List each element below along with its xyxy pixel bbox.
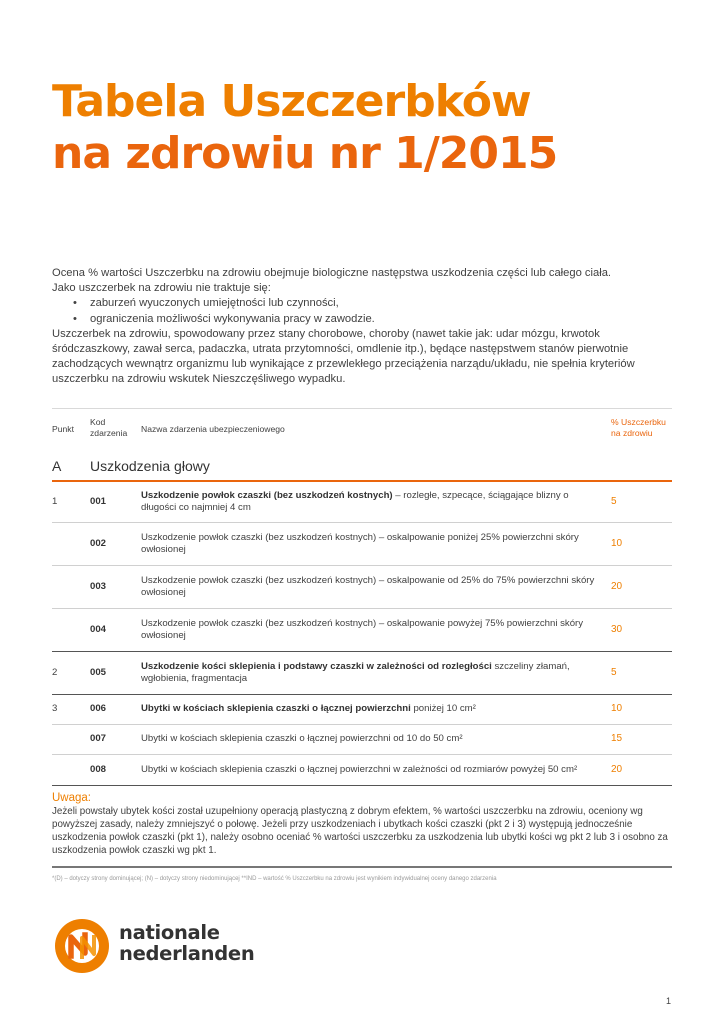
page-number: 1 xyxy=(666,996,672,1006)
row-description xyxy=(141,523,603,565)
header-name: Nazwa zdarzenia ubezpieczeniowego xyxy=(141,424,285,434)
table-row xyxy=(52,609,672,652)
row-percent: 10 xyxy=(611,537,623,549)
section-heading xyxy=(52,458,672,478)
row-text: – rozległe, szpecące, ściągające blizny o długości co najmniej 4 cm xyxy=(141,489,569,513)
row-percent: 5 xyxy=(611,666,617,678)
row-kod: 003 xyxy=(90,580,107,592)
table-row xyxy=(52,482,672,523)
brand-name xyxy=(119,922,254,964)
table-header xyxy=(52,416,672,450)
row-description xyxy=(141,566,603,608)
row-description xyxy=(141,482,603,522)
row-description xyxy=(141,695,603,724)
intro-text xyxy=(52,266,672,388)
row-punkt: 1 xyxy=(52,495,58,507)
header-percent: % Uszczerbku na zdrowiu xyxy=(611,417,666,438)
row-kod: 004 xyxy=(90,623,107,635)
row-kod: 005 xyxy=(90,666,107,678)
row-text: Uszkodzenie powłok czaszki (bez uszkodzeń kostnych) – oskalpowanie od 25% do 75% powierzchni skóry owłosionej xyxy=(141,574,595,598)
intro-paragraph-2: Jako uszczerbek na zdrowiu nie traktuje się: xyxy=(52,282,271,295)
row-percent: 20 xyxy=(611,580,623,592)
row-kod: 002 xyxy=(90,537,107,549)
row-bold-text: Uszkodzenie kości sklepienia i podstawy czaszki w zależności od rozległości xyxy=(141,660,492,672)
row-kod: 006 xyxy=(90,703,107,715)
row-text: Ubytki w kościach sklepienia czaszki o łącznej powierzchni w zależności od rozmiarów powyżej 50 cm² xyxy=(141,763,578,775)
row-description xyxy=(141,652,603,694)
row-kod: 008 xyxy=(90,763,107,775)
header-punkt: Punkt xyxy=(52,424,74,434)
table-row xyxy=(52,695,672,725)
row-percent: 20 xyxy=(611,763,623,775)
row-text: Ubytki w kościach sklepienia czaszki o łącznej powierzchni od 10 do 50 cm² xyxy=(141,733,463,745)
table-row xyxy=(52,755,672,786)
nn-logo-icon xyxy=(52,916,112,976)
brand-line-2: nederlanden xyxy=(119,942,255,965)
row-percent: 30 xyxy=(611,623,623,635)
row-percent: 5 xyxy=(611,495,617,507)
row-percent: 15 xyxy=(611,733,623,745)
table-row xyxy=(52,725,672,755)
section-letter: A xyxy=(52,458,62,474)
row-kod: 007 xyxy=(90,733,107,745)
brand-line-1: nationale xyxy=(119,921,220,944)
intro-paragraph-1: Ocena % wartości Uszczerbku na zdrowiu obejmuje biologiczne następstwa uszkodzenia części lub całego ciała. xyxy=(52,267,612,279)
row-text: poniżej 10 cm² xyxy=(410,703,476,715)
intro-bullet: • zaburzeń wyuczonych umiejętności lub czynności, xyxy=(52,296,672,311)
table-row xyxy=(52,652,672,695)
section-name: Uszkodzenia głowy xyxy=(90,458,210,474)
row-description xyxy=(141,609,603,651)
row-bold-text: Uszkodzenie powłok czaszki (bez uszkodzeń kostnych) xyxy=(141,489,393,501)
row-description xyxy=(141,725,603,754)
intro-paragraph-3: Uszczerbek na zdrowiu, spowodowany przez stany chorobowe, choroby (nawet takie jak: udar mózgu, krwotok śródczaszkowy, zawał serca, padaczka, utrata przytomności, omdlenie itp.), będące następstwem stanów pierwotnie zachodzących wewnątrz organizmu lub wynikające z przewlekłego przeciążenia narządu/układu, nie spełnia kryteriów uszczerbku na zdrowiu wskutek Nieszczęśliwego wypadku. xyxy=(52,327,635,386)
note-heading: Uwaga: xyxy=(52,792,91,804)
row-punkt: 2 xyxy=(52,666,58,678)
brand-logo xyxy=(52,916,255,978)
page-title xyxy=(52,76,557,180)
title-line-2: na zdrowiu nr 1/2015 xyxy=(52,128,558,179)
row-text: Uszkodzenie powłok czaszki (bez uszkodzeń kostnych) – oskalpowanie powyżej 75% powierzchni skóry owłosionej xyxy=(141,617,584,641)
note-divider xyxy=(52,866,672,868)
note-block xyxy=(52,792,677,857)
header-kod: Kod zdarzenia xyxy=(90,417,128,438)
footnote: *(D) – dotyczy strony dominującej; (N) – dotyczy strony niedominującej **IND – wartość % Uszczerbku na zdrowiu jest wynikiem indywidualnej oceny danego zdarzenia xyxy=(52,876,497,882)
row-bold-text: Ubytki w kościach sklepienia czaszki o łącznej powierzchni xyxy=(141,703,411,715)
row-kod: 001 xyxy=(90,495,107,507)
row-punkt: 3 xyxy=(52,703,58,715)
table-top-divider xyxy=(52,408,672,409)
row-percent: 10 xyxy=(611,703,623,715)
row-text: szczeliny złamań, wgłobienia, fragmentacja xyxy=(141,660,570,684)
table-body xyxy=(52,482,672,786)
row-description xyxy=(141,755,603,785)
intro-bullet: • ograniczenia możliwości wykonywania pracy w zawodzie. xyxy=(52,312,672,327)
note-text: Jeżeli powstały ubytek kości został uzupełniony operacją plastyczną z dobrym efektem, % wartości uszczerbku na zdrowiu, oceniony wg powyższej zasady, należy zmniejszyć o połowę. Jeżeli przy uszkodzeniach i ubytkach kości czaszki (pkt 2 i 3) występują jednocześnie uszkodzenia powłok czaszki (pkt 1), należy osobno oceniać % wartości uszczerbku za uszkodzenia lub ubytki kości wg pkt 2 lub 3 i osobno za uszkodzenia powłok czaszki wg pkt 1. xyxy=(52,806,668,856)
table-row xyxy=(52,566,672,609)
intro-bullet-list xyxy=(52,296,672,326)
row-text: Uszkodzenie powłok czaszki (bez uszkodzeń kostnych) – oskalpowanie poniżej 25% powierzchni skóry owłosionej xyxy=(141,531,579,555)
title-line-1: Tabela Uszczerbków xyxy=(52,76,531,127)
table-row xyxy=(52,523,672,566)
